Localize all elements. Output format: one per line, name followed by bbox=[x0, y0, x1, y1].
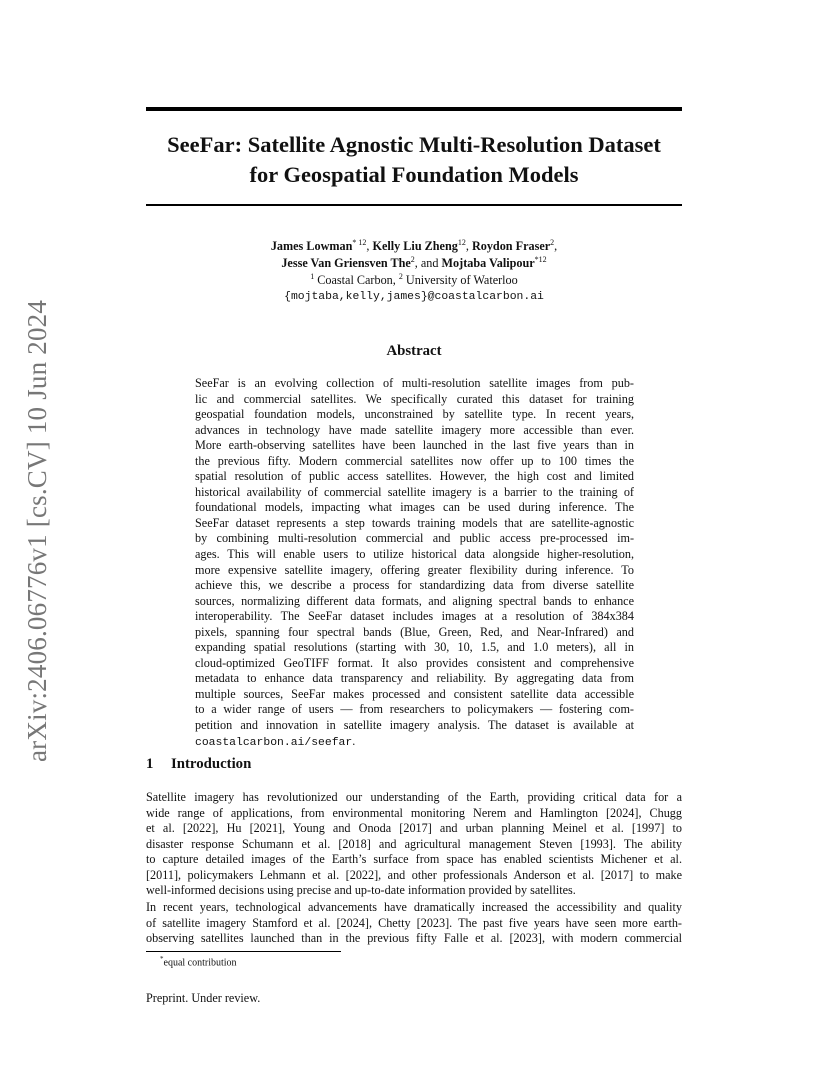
arxiv-stamp: arXiv:2406.06776v1 [cs.CV] 10 Jun 2024 bbox=[22, 299, 52, 762]
body-line: observing satellites launched than in the previous fifty Falle et al. [2023], with modern commercial bbox=[146, 931, 682, 946]
body-line: Satellite imagery has revolutionized our understanding of the Earth, providing critical data for a bbox=[146, 790, 682, 804]
author-affiliation-mark: 2 bbox=[410, 254, 415, 264]
body-line: well-informed decisions using precise and up-to-date information provided by satellites. bbox=[146, 883, 576, 898]
abstract-line: lic and commercial satellites. We specifically curated this dataset for training bbox=[195, 391, 634, 406]
title-top-rule bbox=[146, 107, 682, 111]
intro-paragraph-1 bbox=[146, 790, 682, 899]
author-name: Jesse Van Griensven The bbox=[281, 256, 411, 270]
author-line-1 bbox=[146, 238, 682, 255]
section-number: 1 bbox=[146, 756, 154, 772]
author-affiliation-mark: * 12 bbox=[352, 237, 367, 247]
intro-paragraph-2 bbox=[146, 900, 682, 947]
separator: , and bbox=[414, 256, 442, 270]
author-block bbox=[146, 238, 682, 306]
abstract-line: advances in technology have made satellite imagery more accessible than ever. bbox=[195, 422, 634, 437]
body-line: disaster response Schumann et al. [2018] and agricultural management Steven [1993]. The ability bbox=[146, 836, 682, 851]
abstract-heading: Abstract bbox=[386, 343, 442, 359]
abstract-line: achieve this, we describe a process for standardizing data from diverse satellite bbox=[195, 578, 634, 593]
body-line: [2011], policymakers Lehmann et al. [2022], and other professionals Anderson et al. [2017] to make bbox=[146, 867, 682, 882]
footnote-rule bbox=[146, 951, 341, 952]
abstract-last-line bbox=[195, 734, 634, 750]
abstract-body bbox=[195, 376, 634, 749]
body-line: et al. [2022], Hu [2021], Young and Onoda [2017] and urban planning Meinel et al. [1997] to bbox=[146, 821, 682, 836]
abstract-line: sources, normalizing different data formats, and aligning spectral bands to enhance bbox=[195, 593, 634, 608]
author-name: James Lowman bbox=[270, 239, 353, 253]
abstract-line: by combining multi-resolution commercial and public access pre-processed im- bbox=[195, 531, 634, 546]
abstract-line: foundational models, impacting what images can be used during inference. The bbox=[195, 500, 634, 515]
abstract-line: metadata to enhance data transparency and reliability. By aggregating data from bbox=[195, 671, 634, 686]
abstract-line: geospatial foundation models, unconstrained by satellite type. In recent years, bbox=[195, 407, 634, 422]
separator: , bbox=[366, 239, 373, 253]
body-line: In recent years, technological advancements have dramatically increased the accessibility and quality bbox=[146, 900, 682, 914]
section-heading bbox=[146, 756, 251, 773]
abstract-line: expanding spatial resolutions (starting with 30, 10, 1.5, and 1.0 meters), all in bbox=[195, 640, 634, 655]
title-line-1: SeeFar: Satellite Agnostic Multi-Resolution Dataset bbox=[167, 132, 661, 157]
title-line-2: for Geospatial Foundation Models bbox=[249, 162, 579, 187]
footnote-marker: * bbox=[160, 955, 164, 963]
body-line: of satellite imagery Stamford et al. [2024], Chetty [2023]. The past five years have seen more earth- bbox=[146, 915, 682, 930]
body-line: wide range of applications, from environmental monitoring Nerem and Hamlington [2024], Chugg bbox=[146, 805, 682, 820]
affiliation-mark: 1 bbox=[310, 271, 315, 281]
author-affiliation-mark: *12 bbox=[534, 254, 547, 264]
body-line: to capture detailed images of the Earth’s surface from space has enabled scientists Michener et al. bbox=[146, 852, 682, 867]
author-emails: {mojtaba,kelly,james}@coastalcarbon.ai bbox=[284, 291, 544, 303]
author-affiliation-mark: 12 bbox=[457, 237, 466, 247]
abstract-line: interoperability. The SeeFar dataset includes images at a resolution of 384x384 bbox=[195, 609, 634, 624]
dataset-link[interactable]: coastalcarbon.ai/seefar bbox=[195, 736, 353, 749]
affiliation: University of Waterloo bbox=[402, 273, 518, 287]
abstract-line: ages. This will enable users to utilize historical data alongside higher-resolution, bbox=[195, 547, 634, 562]
preprint-note: Preprint. Under review. bbox=[146, 991, 261, 1005]
separator: , bbox=[465, 239, 472, 253]
abstract-line: spatial resolution of public access satellites. However, the high cost and limited bbox=[195, 469, 634, 484]
separator: , bbox=[554, 239, 558, 253]
abstract-line: more expensive satellite imagery, offering greater flexibility during inference. To bbox=[195, 562, 634, 577]
abstract-line: multiple sources, SeeFar makes processed and consistent satellite data accessible bbox=[195, 686, 634, 701]
affiliation-mark: 2 bbox=[398, 271, 403, 281]
period: . bbox=[352, 733, 356, 748]
abstract-line: More earth-observing satellites have been launched in the last five years than in bbox=[195, 438, 634, 453]
abstract-line: SeeFar dataset represents a step towards training models that are satellite-agnostic bbox=[195, 515, 634, 530]
section-title: Introduction bbox=[171, 756, 252, 772]
author-name: Kelly Liu Zheng bbox=[372, 239, 458, 253]
abstract-line: pixels, spanning four spectral bands (Blue, Green, Red, and Near-Infrared) and bbox=[195, 624, 634, 639]
footnote bbox=[160, 955, 237, 968]
affiliations bbox=[146, 272, 682, 289]
author-affiliation-mark: 2 bbox=[550, 237, 555, 247]
abstract-line: cloud-optimized GeoTIFF format. It also provides consistent and comprehensive bbox=[195, 655, 634, 670]
footnote-text: equal contribution bbox=[163, 957, 237, 969]
affiliation: Coastal Carbon, bbox=[314, 273, 399, 287]
author-name: Mojtaba Valipour bbox=[441, 256, 535, 270]
paper-title bbox=[146, 130, 682, 190]
author-line-2 bbox=[146, 255, 682, 272]
title-bottom-rule bbox=[146, 204, 682, 206]
abstract-line: to a wider range of users — from researchers to policymakers — fostering com- bbox=[195, 702, 634, 717]
abstract-line: petition and innovation in satellite imagery analysis. The dataset is available at bbox=[195, 718, 634, 733]
abstract-line: the previous fifty. Modern commercial satellites now offer up to 100 times the bbox=[195, 453, 634, 468]
abstract-line: SeeFar is an evolving collection of multi-resolution satellite images from pub- bbox=[195, 376, 634, 390]
author-name: Roydon Fraser bbox=[471, 239, 551, 253]
abstract-line: historical availability of commercial satellite imagery is a barrier to the training of bbox=[195, 484, 634, 499]
